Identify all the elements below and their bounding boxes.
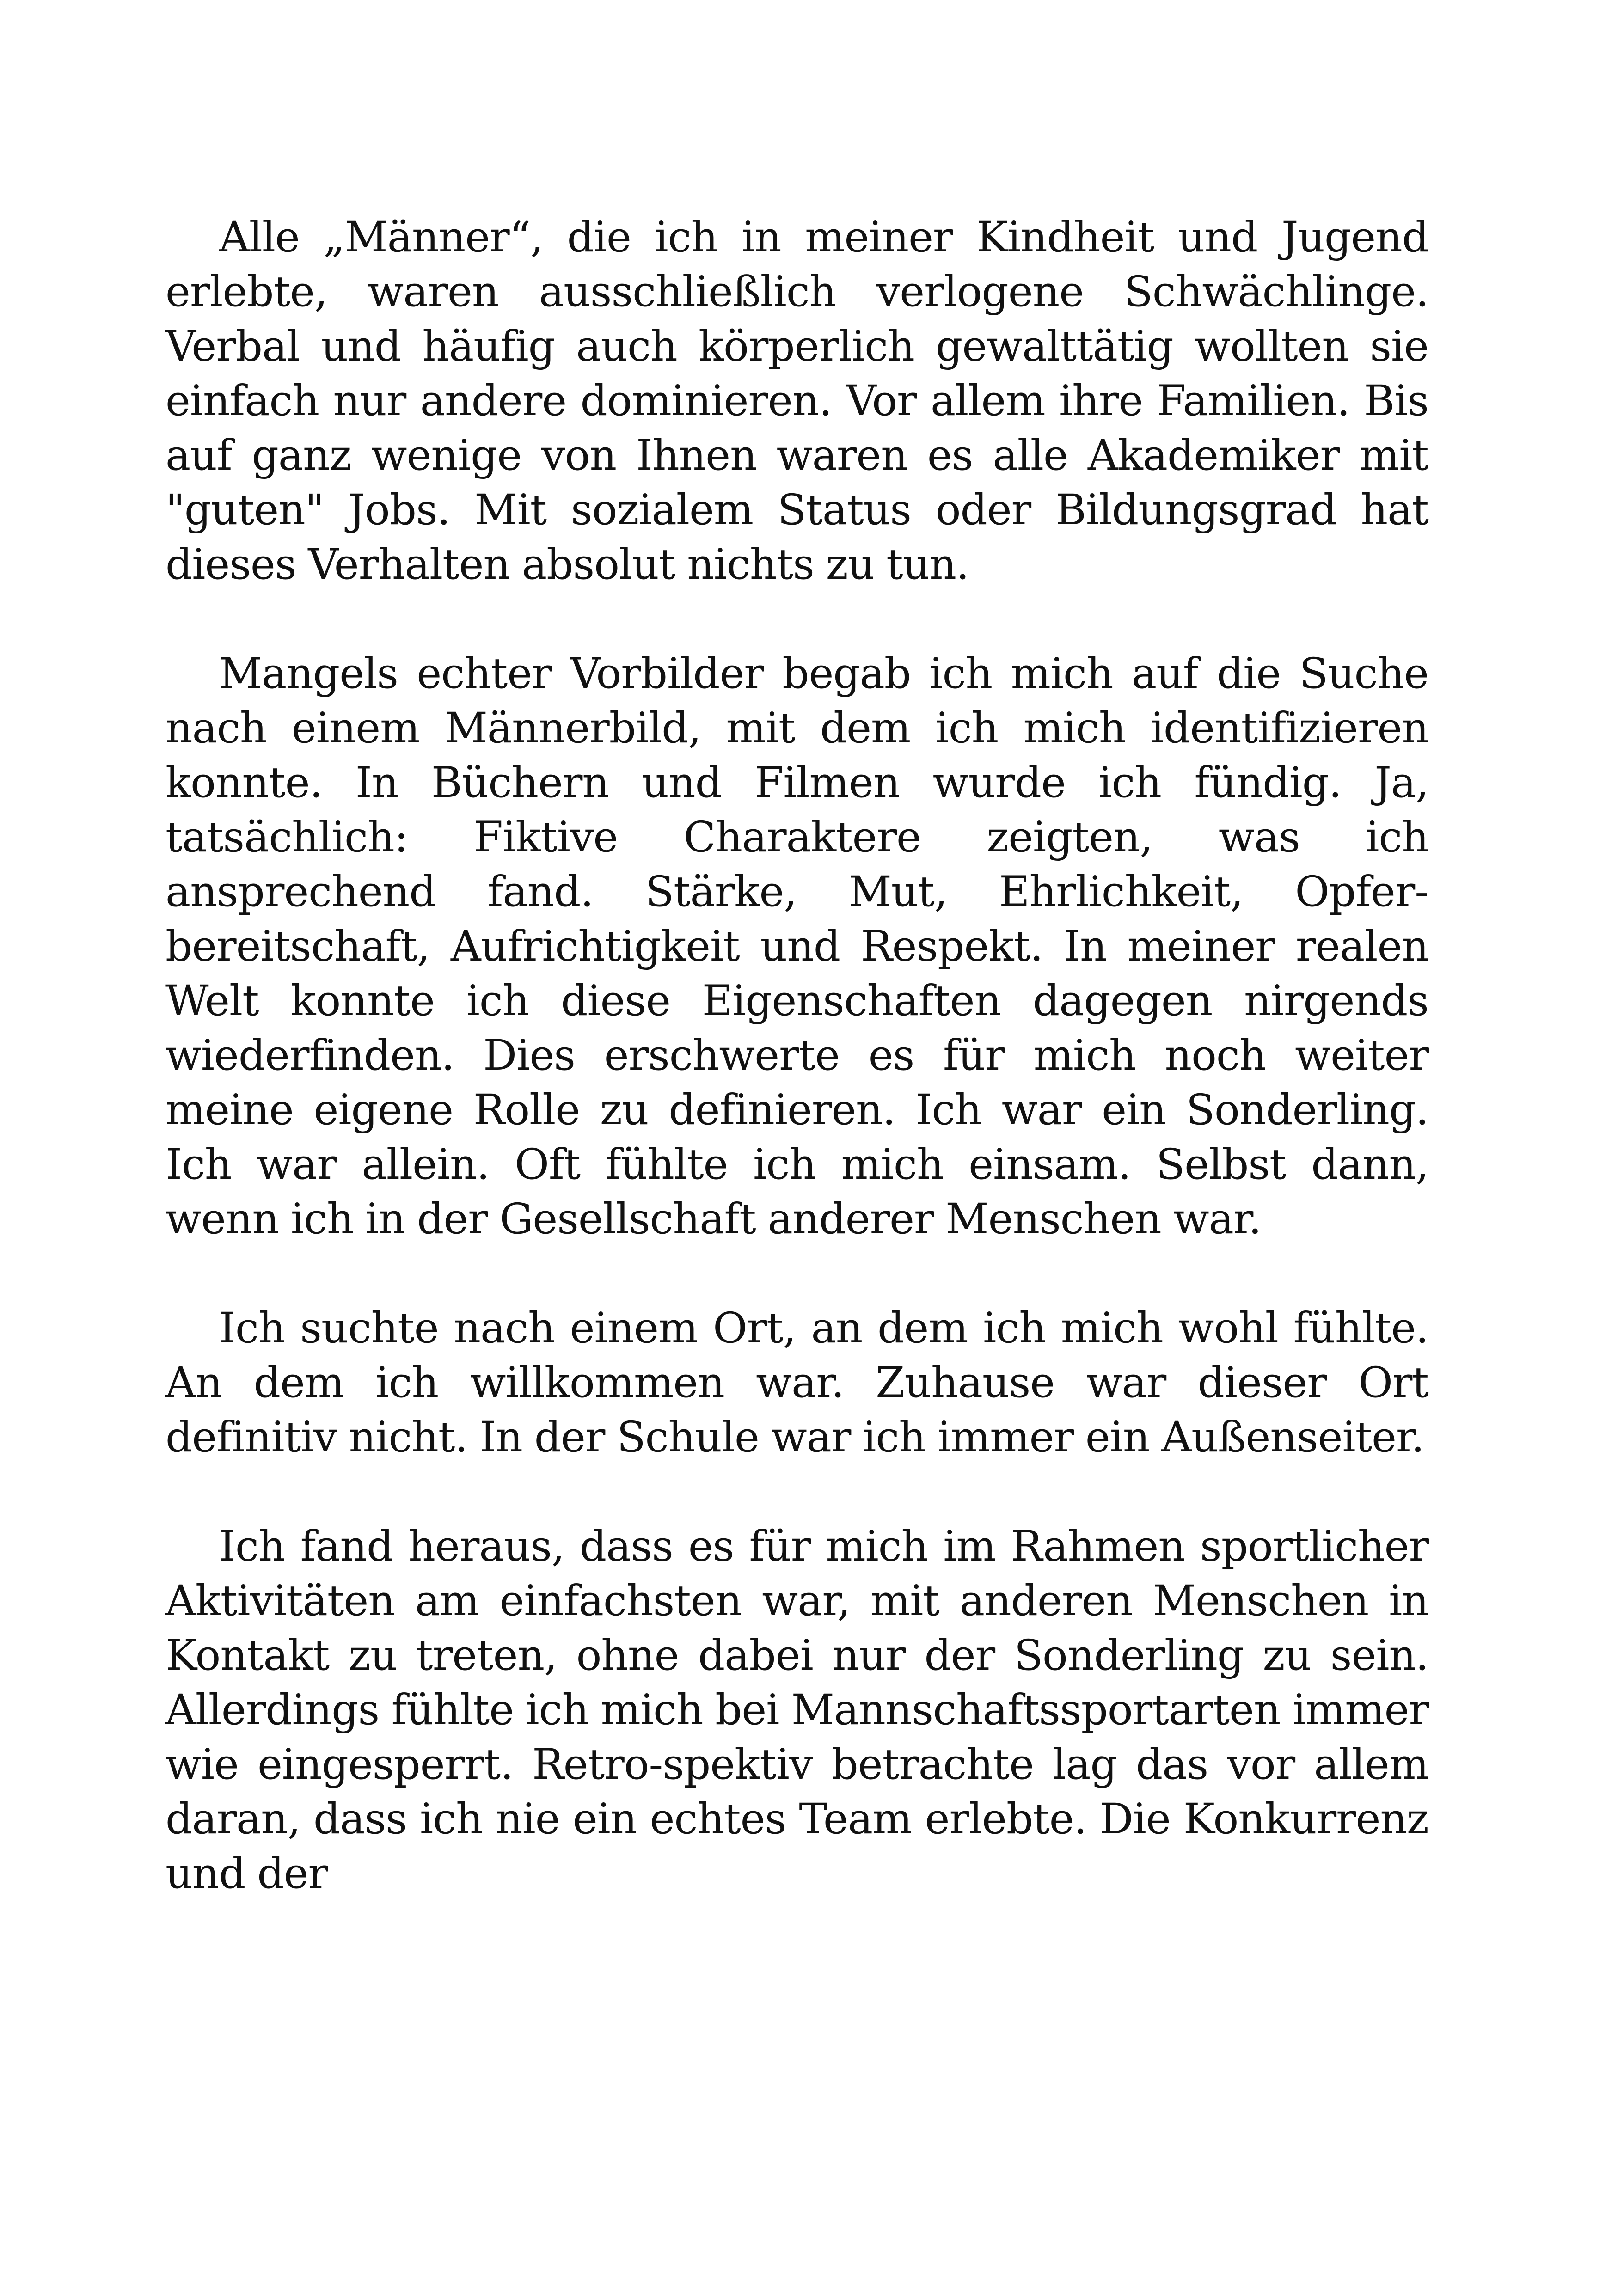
paragraph-search-for-place: Ich suchte nach einem Ort, an dem ich mich wohl fühlte. An dem ich willkommen war. Zuhause war dieser Ort definitiv nicht. In der Schule war ich immer ein Außenseiter. bbox=[165, 1304, 1428, 1462]
paragraph-search-for-role-models: Mangels echter Vorbilder begab ich mich auf die Suche nach einem Männerbild, mit dem ich mich identifizieren konnte. In Büchern und Filmen wurde ich fündig. Ja, tatsächlich: Fiktive Charaktere zeigten, was ich ansprechend fand. Stärke, Mut, Ehrlichkeit, Opfer-bereitschaft, Aufrichtigkeit und Respekt. In meiner realen Welt konnte ich diese Eigenschaften dagegen nirgends wiederfinden. Dies erschwerte es für mich noch weiter meine eigene Rolle zu definieren. Ich war ein Sonderling. Ich war allein. Oft fühlte ich mich einsam. Selbst dann, wenn ich in der Gesellschaft anderer Menschen war. bbox=[165, 649, 1428, 1243]
paragraph-men-in-childhood: Alle „Männer“, die ich in meiner Kindheit und Jugend erlebte, waren ausschließlich verlogene Schwächlinge. Verbal und häufig auch körperlich gewalttätig wollten sie einfach nur andere dominieren. Vor allem ihre Familien. Bis auf ganz wenige von Ihnen waren es alle Akademiker mit "guten" Jobs. Mit sozialem Status oder Bildungsgrad hat dieses Verhalten absolut nichts zu tun. bbox=[165, 213, 1428, 589]
paragraph-sports-activities: Ich fand heraus, dass es für mich im Rahmen sportlicher Aktivitäten am einfachsten war, mit anderen Menschen in Kontakt zu treten, ohne dabei nur der Sonderling zu sein. Allerdings fühlte ich mich bei Mannschaftssportarten immer wie eingesperrt. Retro-spektiv betrachte lag das vor allem daran, dass ich nie ein echtes Team erlebte. Die Konkurrenz und der bbox=[165, 1522, 1428, 1898]
body-text bbox=[165, 210, 1428, 1901]
